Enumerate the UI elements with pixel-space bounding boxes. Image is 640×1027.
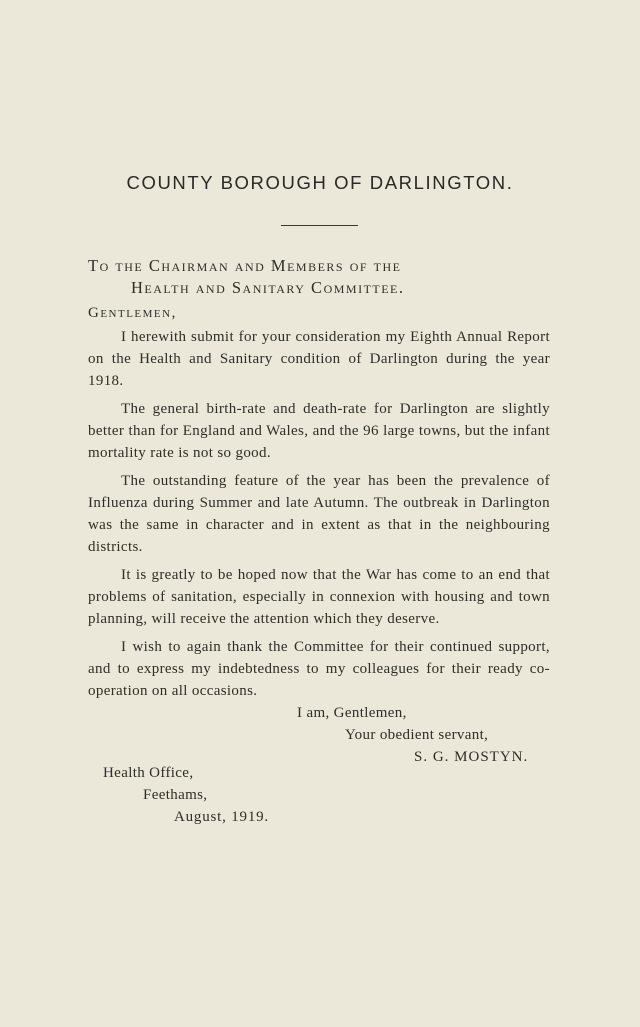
salutation: Gentlemen, [88, 305, 177, 321]
origin-date: August, 1919. [174, 809, 269, 825]
title-divider [281, 225, 358, 226]
document-title: COUNTY BOROUGH OF DARLINGTON. [126, 172, 514, 193]
origin-place: Feethams, [143, 787, 208, 803]
address-line-2: Health and Sanitary Committee. [131, 278, 405, 297]
paragraph-1: I herewith submit for your consideration my Eighth Annual Report on the Health and Sanitary condition of Darlington during the year 1918. [88, 329, 550, 389]
signature: S. G. MOSTYN. [414, 749, 529, 765]
address-line-1: To the Chairman and Members of the [88, 256, 402, 275]
letter-body [88, 326, 550, 708]
paragraph-4: It is greatly to be hoped now that the War has come to an end that problems of sanitation, especially in connexion with housing and town planning, will receive the attention which they deserve. [88, 567, 550, 627]
closing-line-2: Your obedient servant, [345, 727, 489, 743]
paragraph-3: The outstanding feature of the year has been the prevalence of Influenza during Summer and late Autumn. The outbreak in Darlington was the same in character and in extent as that in the neighbouring districts. [88, 473, 550, 555]
paragraph-2: The general birth-rate and death-rate for Darlington are slightly better than for England and Wales, and the 96 large towns, but the infant mortality rate is not so good. [88, 401, 550, 461]
origin-office: Health Office, [103, 765, 194, 781]
paragraph-5: I wish to again thank the Committee for their continued support, and to express my indebtedness to my colleagues for their ready co-operation on all occasions. [88, 639, 550, 699]
closing-line-1: I am, Gentlemen, [297, 705, 407, 721]
